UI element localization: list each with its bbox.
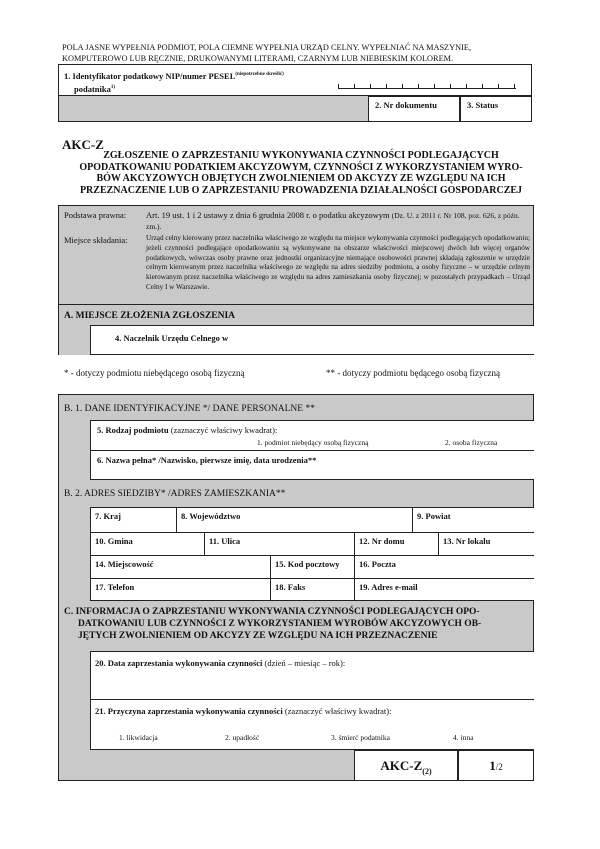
form-title: ZGŁOSZENIE O ZAPRZESTANIU WYKONYWANIA CZYNNOŚCI PODLEGAJĄCYCH OPODATKOWANIU PODATKIEM AKCYZOWYM, CZYNNOŚCI Z WYKORZYSTANIEM WYRO- BÓW AKCYZOWYCH OBJĘTYCH ZWOLNIENIEM OD AKCYZY ZE WZGLĘDU NA ICH PRZEZNACZENIE LUB O ZAPRZESTANIU PROWADZENIA DZIAŁALNOŚCI GOSPODARCZEJ (79, 150, 523, 196)
footer-page-box (458, 750, 534, 781)
field-6[interactable] (90, 450, 534, 480)
doc-number-field[interactable] (368, 96, 460, 122)
option-non-natural[interactable]: 1. podmiot niebędący osobą fizyczną (257, 438, 369, 447)
field-13-apartment[interactable]: 13. Nr lokalu (438, 532, 534, 555)
field-10-commune[interactable]: 10. Gmina (90, 532, 204, 555)
status-label: 3. Status (467, 100, 499, 110)
field-8-voivodeship[interactable]: 8. Województwo (176, 507, 412, 532)
field-6-label: 6. Nazwa pełna* /Nazwisko, pierwsze imię, data urodzenia** (97, 455, 317, 465)
legal-block (58, 205, 534, 305)
instruction-line-2: KOMPUTEROWO LUB RĘCZNIE, DRUKOWANYMI LITERAMI, CZARNYM LUB NIEBIESKIM KOLOREM. (62, 54, 454, 63)
notes-row (58, 355, 534, 395)
basis-label: Podstawa prawna: (64, 210, 127, 220)
field-20-label: 20. Data zaprzestania wykonywania czynności (95, 658, 263, 668)
field-11-street[interactable]: 11. Ulica (204, 532, 354, 555)
section-b1-title: B. 1. DANE IDENTYFIKACYJNE */ DANE PERSONALNE ** (64, 404, 315, 414)
status-field[interactable] (460, 96, 532, 122)
field-5-hint: (zaznaczyć właściwy kwadrat): (170, 425, 278, 435)
field-12-house-number[interactable]: 12. Nr domu (354, 532, 438, 555)
field-20-hint: (dzień – miesiąc – rok): (264, 658, 346, 668)
field-5[interactable] (90, 420, 534, 450)
place-label: Miejsce składania: (64, 235, 128, 245)
note-left: * - dotyczy podmiotu niebędącego osobą fizyczną (64, 368, 245, 378)
section-b2-title: B. 2. ADRES SIEDZIBY* /ADRES ZAMIESZKANIA** (64, 489, 286, 499)
field-21[interactable] (90, 699, 534, 750)
footer-code-sub: (2) (422, 767, 432, 777)
footer-code: AKC-Z (380, 758, 423, 773)
section-a-title: A. MIEJSCE ZŁOŻENIA ZGŁOSZENIA (64, 311, 236, 321)
section-c-title: C. INFORMACJA O ZAPRZESTANIU WYKONYWANIA CZYNNOŚCI PODLEGAJĄCYCH OPO- DATKOWANIU LUB CZYNNOŚCI Z WYKORZYSTANIEM WYROBÓW AKCYZOWYCH OB- JĘTYCH ZWOLNIENIEM OD AKCYZY ZE WZGLĘDU NA ICH PRZEZNACZENIE (64, 607, 482, 641)
field-14-city[interactable]: 14. Miejscowość (90, 555, 270, 578)
field-1-label: 1. Identyfikator podatkowy NIP/numer $PESEL^{(niepotrzebne skreślić)}$ podatnika$^{1)}$ (64, 70, 284, 94)
field-20[interactable] (90, 651, 534, 699)
instructions (62, 42, 542, 64)
field-7-country[interactable]: 7. Kraj (90, 507, 176, 532)
option-bankruptcy[interactable]: 2. upadłość (225, 733, 260, 742)
field-21-hint: (zaznaczyć właściwy kwadrat): (284, 706, 392, 716)
option-death[interactable]: 3. śmierć podatnika (331, 733, 390, 742)
field-4[interactable] (90, 325, 534, 355)
field-18-fax[interactable]: 18. Faks (270, 578, 354, 601)
field-9-county[interactable]: 9. Powiat (412, 507, 534, 532)
page-total: /2 (495, 762, 503, 772)
field-21-label: 21. Przyczyna zaprzestania wykonywania czynności (95, 706, 283, 716)
page-number: 1 (489, 758, 496, 773)
field-4-label: 4. Naczelnik Urzędu Celnego w (115, 333, 229, 343)
place-text: Urząd celny kierowany przez naczelnika właściwego ze względu na miejsce wykonywania czynności podlegających opodatkowaniu; jeżeli czynności podlegające opodatkowaniu są wykonywane na obszarze właściwości miejscowej dwóch lub więcej organów podatkowych, wówczas osoby prawne oraz jednostki organizacyjne niemające osobowości prawnej składają zgłoszenie w urzędzie celnym kierowanym przez naczelnika właściwego ze względu na adres siedziby podmiotu, a osoby fizyczne – w urzędzie celnym kierowanym przez naczelnika właściwego ze względu na adres zamieszkania osoby fizycznej; w pozostałych przypadkach – Urząd Celny I w Warszawie. (146, 234, 530, 291)
option-liquidation[interactable]: 1. likwidacja (119, 733, 158, 742)
footer-code-box (354, 750, 458, 781)
option-natural-person[interactable]: 2. osoba fizyczna (445, 438, 498, 447)
field-16-post-office[interactable]: 16. Poczta (354, 555, 534, 578)
basis-text: Art. 19 ust. 1 i 2 ustawy z dnia 6 grudnia 2008 r. o podatku akcyzowym (Dz. U. z 2011 r. Nr 108, poz. 626, z późn. zm.). (146, 210, 520, 231)
form-code: AKC-Z (62, 137, 104, 152)
nip-input[interactable] (338, 84, 516, 89)
doc-number-label: 2. Nr dokumentu (375, 100, 437, 110)
field-17-phone[interactable]: 17. Telefon (90, 578, 270, 601)
option-other[interactable]: 4. inna (453, 733, 474, 742)
field-19-email[interactable]: 19. Adres e-mail (354, 578, 534, 601)
note-right: ** - dotyczy podmiotu będącego osobą fizyczną (326, 368, 500, 378)
field-5-label: 5. Rodzaj podmiotu (97, 425, 169, 435)
instruction-line-1: POLA JASNE WYPEŁNIA PODMIOT, POLA CIEMNE WYPEŁNIA URZĄD CELNY. WYPEŁNIAĆ NA MASZYNIE, (62, 43, 472, 52)
field-15-postal-code[interactable]: 15. Kod pocztowy (270, 555, 354, 578)
